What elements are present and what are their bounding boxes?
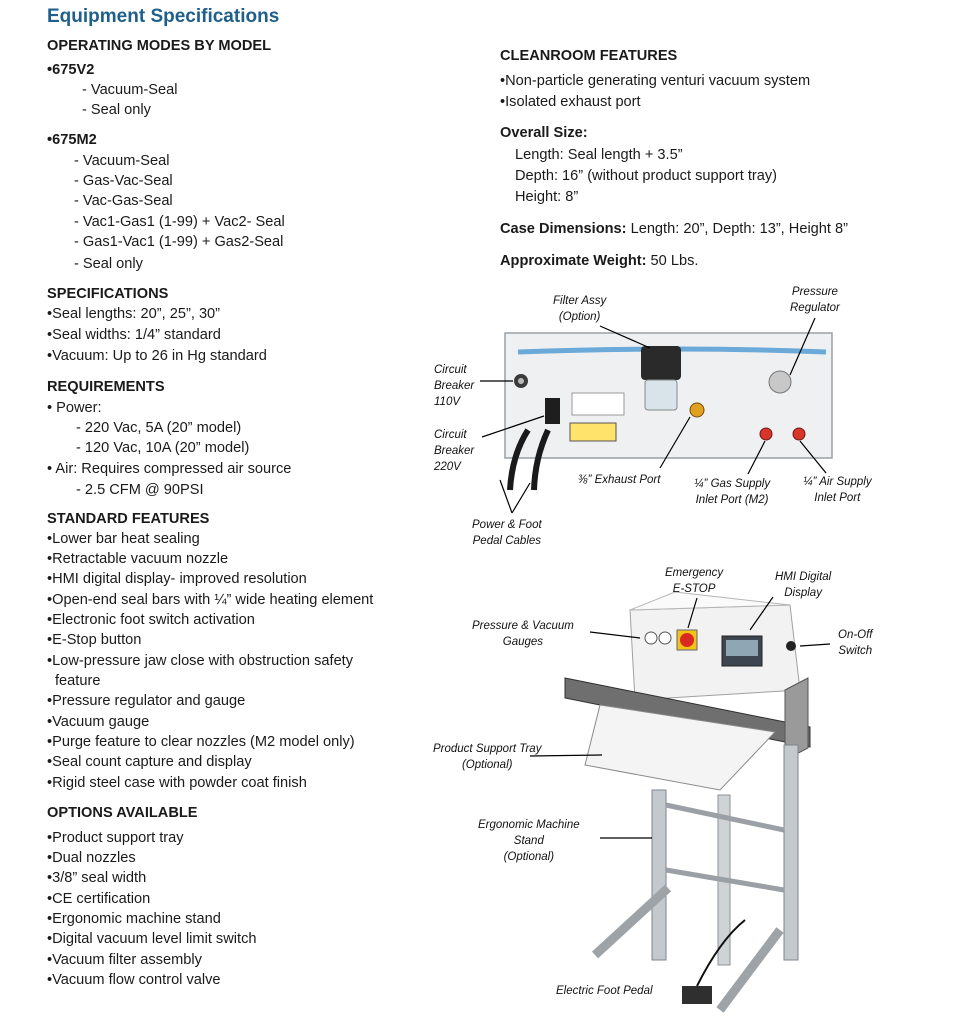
model-675m2: •675M2 [47,132,97,148]
caption-line: Product Support Tray [433,743,542,755]
list-item-text: Rigid steel case with powder coat finish [52,775,307,791]
case-dimensions-value: Length: 20”, Depth: 13”, Height 8” [626,221,849,237]
list-item-text: Dual nozzles [52,850,136,866]
weight-value: 50 Lbs. [646,253,699,269]
caption-line: Display [784,587,822,599]
caption-line: Emergency [665,567,724,579]
gas-supply-caption [694,476,770,508]
list-item-text: Digital vacuum level limit switch [52,931,257,947]
options-heading: OPTIONS AVAILABLE [47,805,198,821]
list-item-text: Product support tray [52,830,184,846]
caption-line: 110V [434,396,461,408]
list-item-text: Open-end seal bars with ¼” wide heating element [52,592,374,608]
overall-size-heading: Overall Size: [500,125,588,141]
list-item-text: Isolated exhaust port [505,94,641,110]
air-inlet-icon [793,428,805,440]
filter-assy-caption [553,293,606,325]
on-off-switch-icon [786,641,796,651]
list-item: - Vacuum-Seal [82,82,178,98]
list-item: - 120 Vac, 10A (20” model) [76,440,250,456]
cleanroom-heading: CLEANROOM FEATURES [500,48,678,64]
list-item-text: Vacuum filter assembly [52,952,202,968]
list-item: • Power: [47,400,102,416]
caption-line: Regulator [790,302,840,314]
caption-line: HMI Digital [775,571,832,583]
estop-icon [680,633,694,647]
list-item-text: HMI digital display- improved resolution [52,571,307,587]
caption-line: Pressure [791,286,838,298]
pressure-regulator-caption [790,284,840,316]
list-item-text: CE certification [52,891,151,907]
pressure-regulator-icon [769,371,791,393]
list-item: •Open-end seal bars with ¼” wide heating element [47,592,374,608]
breaker-110-caption [434,362,474,410]
list-item: •Seal widths: 1/4” standard [47,327,221,343]
caption-line: Gauges [502,636,544,648]
caption-line: Inlet Port (M2) [695,494,769,506]
stand-leg [784,745,798,960]
list-item: feature [55,673,101,689]
list-item: •Vacuum gauge [47,714,150,730]
list-item-text: Purge feature to clear nozzles (M2 model only) [52,734,355,750]
list-item: • Air: Requires compressed air source [47,461,292,477]
list-item: - Vacuum-Seal [74,153,170,169]
estop-caption [665,565,723,597]
list-item-text: Retractable vacuum nozzle [52,551,229,567]
caption-line: Inlet Port [814,492,861,504]
list-item: - Gas-Vac-Seal [74,173,173,189]
list-item: - Vac1-Gas1 (1-99) + Vac2- Seal [74,214,285,230]
caption-line: Stand [513,835,544,847]
specifications-heading: SPECIFICATIONS [47,286,169,302]
list-item-text: Electronic foot switch activation [52,612,255,628]
model-675v2-label: 675V2 [52,62,95,78]
list-item: •Non-particle generating venturi vacuum system [500,73,811,89]
caption-line: Switch [838,645,873,657]
list-item: •Digital vacuum level limit switch [47,931,257,947]
onoff-caption [838,627,873,659]
model-675v2: •675V2 [47,62,95,78]
case-dimensions-label: Case Dimensions: [500,221,627,237]
list-item: •Pressure regulator and gauge [47,693,246,709]
caption-line: Ergonomic Machine [478,819,580,831]
list-item: •Electronic foot switch activation [47,612,255,628]
caption-line: ¼” Gas Supply [694,478,771,490]
list-item-text: Vacuum: Up to 26 in Hg standard [52,348,267,364]
caption-line: Power & Foot [472,519,542,531]
operating-modes-heading: OPERATING MODES BY MODEL [47,38,272,54]
caption-line: Breaker [434,445,475,457]
weight-label: Approximate Weight: [500,253,647,269]
list-item-text: Lower bar heat sealing [52,531,200,547]
filter-assy-icon [641,346,681,380]
list-item: •Retractable vacuum nozzle [47,551,229,567]
air-supply-caption [803,474,872,506]
list-item-text: Ergonomic machine stand [52,911,221,927]
list-item: - Seal only [74,256,143,272]
list-item: •Isolated exhaust port [500,94,641,110]
list-item-text: Power: [56,400,102,416]
stand-leg [652,790,666,960]
caption-line: Pressure & Vacuum [472,620,574,632]
foot-pedal-caption: Electric Foot Pedal [556,985,653,997]
tray-caption [433,741,541,773]
list-item: •Seal lengths: 20”, 25”, 30” [47,306,221,322]
list-item: •Seal count capture and display [47,754,252,770]
list-item: •Vacuum filter assembly [47,952,202,968]
page-title: Equipment Specifications [47,6,280,27]
list-item-text: 3/8” seal width [52,870,147,886]
list-item-text: Vacuum flow control valve [52,972,221,988]
list-item-text: Seal widths: 1/4” standard [52,327,221,343]
gas-inlet-icon [760,428,772,440]
list-item: •Lower bar heat sealing [47,531,200,547]
list-item: - 2.5 CFM @ 90PSI [76,482,204,498]
list-item: •Rigid steel case with powder coat finish [47,775,307,791]
list-item: - 220 Vac, 5A (20” model) [76,420,242,436]
warning-label [570,423,616,441]
list-item-text: E-Stop button [52,632,142,648]
machine-stand-figure [530,592,830,1010]
caption-line: (Option) [558,311,601,323]
model-675m2-label: 675M2 [52,132,97,148]
list-item: •Purge feature to clear nozzles (M2 model only) [47,734,355,750]
list-item-text: Low-pressure jaw close with obstruction safety [52,653,354,669]
list-item-text: Air: Requires compressed air source [55,461,292,477]
caption-line: Circuit [434,364,467,376]
list-item: Length: Seal length + 3.5” [515,147,683,163]
list-item-text: Seal count capture and display [52,754,252,770]
list-item: •Low-pressure jaw close with obstruction safety [47,653,354,669]
list-item: - Vac-Gas-Seal [74,193,173,209]
caption-line: (Optional) [461,759,513,771]
list-item: •Vacuum: Up to 26 in Hg standard [47,348,267,364]
caption-line: E-STOP [672,583,716,595]
list-item-text: Pressure regulator and gauge [52,693,246,709]
breaker-220-icon [545,398,560,424]
foot-pedal-icon [682,986,712,1004]
caption-line: ¼” Air Supply [803,476,872,488]
list-item: •HMI digital display- improved resolution [47,571,307,587]
stand-caption [478,817,580,865]
list-item: •CE certification [47,891,151,907]
list-item-text: Seal lengths: 20”, 25”, 30” [52,306,221,322]
list-item: •Product support tray [47,830,184,846]
exhaust-port-icon [690,403,704,417]
gauges-caption [472,618,574,650]
list-item: - Gas1-Vac1 (1-99) + Gas2-Seal [74,234,284,250]
standard-features-heading: STANDARD FEATURES [47,511,210,527]
list-item: •E-Stop button [47,632,142,648]
power-foot-caption [472,517,542,549]
caption-line: On-Off [838,629,873,641]
caption-line: 220V [434,461,461,473]
list-item-text: Non-particle generating venturi vacuum system [505,73,811,89]
caption-line: Circuit [434,429,467,441]
list-item: - Seal only [82,102,151,118]
requirements-heading: REQUIREMENTS [47,379,165,395]
gauge-icon [645,632,657,644]
caption-line: Filter Assy [553,295,607,307]
list-item: •Dual nozzles [47,850,136,866]
list-item-text: Vacuum gauge [52,714,150,730]
list-item: Depth: 16” (without product support tray) [515,168,778,184]
hmi-caption [775,569,831,601]
breaker-220-caption [434,427,474,475]
caption-line: Breaker [434,380,475,392]
list-item: •Vacuum flow control valve [47,972,221,988]
gauge-icon [659,632,671,644]
exhaust-port-caption: ⅜” Exhaust Port [578,474,661,486]
caption-line: (Optional) [503,851,555,863]
caption-line: Pedal Cables [472,535,542,547]
list-item: •3/8” seal width [47,870,147,886]
list-item: Height: 8” [515,189,579,205]
list-item: •Ergonomic machine stand [47,911,221,927]
